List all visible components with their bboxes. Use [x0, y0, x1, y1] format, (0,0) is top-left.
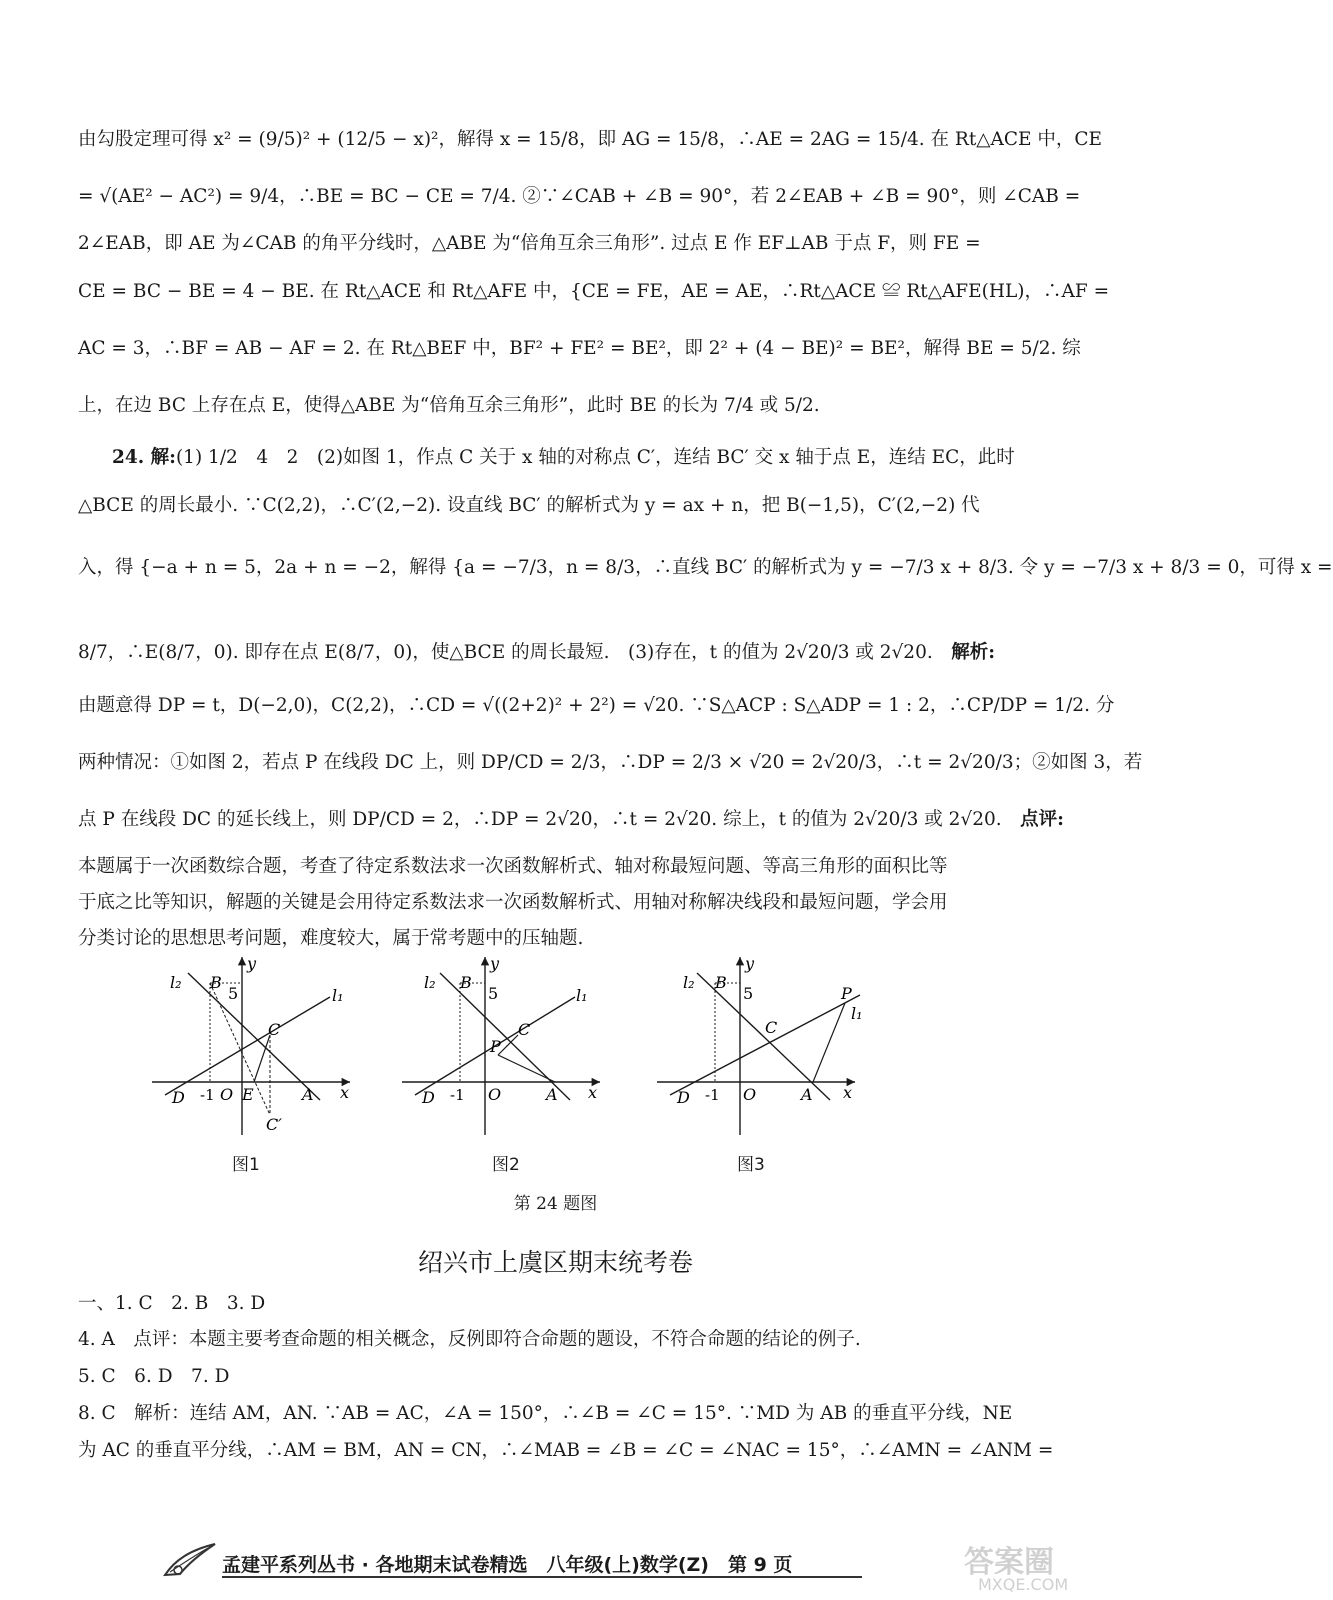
analysis-tag: 解析: [951, 642, 996, 663]
label-y: y [745, 954, 755, 973]
q24-text: (1) 1/2 4 2 (2)如图 1，作点 C 关于 x 轴的对称点 C′，连结 BC′ 交 x 轴于点 E，连结 EC，此时 [175, 447, 1015, 468]
line-l1 [165, 997, 330, 1095]
label-c: C [268, 1020, 281, 1039]
label-x: x [340, 1083, 350, 1102]
watermark [958, 1535, 1098, 1595]
label-neg1: -1 [200, 1086, 215, 1104]
q24-text: 点 P 在线段 DC 的延长线上，则 DP/CD = 2，∴DP = 2√20，∴t = 2√20. 综上，t 的值为 2√20/3 或 2√20. [78, 809, 1002, 830]
figure-group-title: 第 24 题图 [513, 1194, 598, 1214]
label-l2: l₂ [170, 973, 182, 992]
q24-line [78, 641, 996, 665]
segment-ec [254, 1035, 270, 1082]
label-l1: l₁ [576, 986, 588, 1005]
q24-line: 分类讨论的思想思考问题，难度较大，属于常考题中的压轴题. [78, 928, 584, 949]
line-l1 [670, 995, 860, 1095]
comment-tag: 点评: [1020, 809, 1064, 830]
q24-line [112, 446, 1015, 470]
label-a: A [801, 1085, 813, 1104]
label-l1: l₁ [332, 986, 344, 1005]
text-line: CE = BC − BE = 4 − BE. 在 Rt△ACE 和 Rt△AFE 中，{CE = FE，AE = AE，∴Rt△ACE ≌ Rt△AFE(HL)，∴AF = [78, 281, 1110, 302]
figure-caption: 图1 [232, 1155, 260, 1175]
label-x: x [588, 1083, 598, 1102]
label-b: B [715, 973, 727, 992]
label-y: y [490, 954, 500, 973]
feather-logo-icon [160, 1540, 220, 1580]
label-l2: l₂ [683, 973, 695, 992]
label-l1: l₁ [851, 1004, 863, 1023]
watermark-main: 答案圈 [964, 1545, 1054, 1580]
label-c: C [765, 1018, 778, 1037]
label-y: y [247, 954, 257, 973]
label-b: B [460, 973, 472, 992]
figure-2 [400, 955, 610, 1145]
figure-3 [655, 955, 865, 1145]
text-line: AC = 3，∴BF = AB − AF = 2. 在 Rt△BEF 中，BF² + FE² = BE²，即 2² + (4 − BE)² = BE²，解得 BE = 5/2. 综 [78, 338, 1081, 359]
q24-line: △BCE 的周长最小. ∵C(2,2)，∴C′(2,−2). 设直线 BC′ 的解析式为 y = ax + n，把 B(−1,5)，C′(2,−2) 代 [78, 495, 980, 516]
answer-line: 5. C 6. D 7. D [78, 1366, 230, 1387]
figure-caption: 图3 [737, 1155, 765, 1175]
text-line: = √(AE² − AC²) = 9/4，∴BE = BC − CE = 7/4. ②∵∠CAB + ∠B = 90°，若 2∠EAB + ∠B = 90°，则 ∠CAB = [78, 186, 1081, 207]
q24-line [78, 808, 1064, 832]
answer-line: 一、1. C 2. B 3. D [78, 1293, 266, 1314]
label-5: 5 [488, 984, 499, 1003]
label-p: P [490, 1037, 501, 1056]
text-line: 2∠EAB，即 AE 为∠CAB 的角平分线时，△ABE 为“倍角互余三角形”. 过点 E 作 EF⊥AB 于点 F，则 FE = [78, 233, 981, 254]
text-line: 上，在边 BC 上存在点 E，使得△ABE 为“倍角互余三角形”，此时 BE 的长为 7/4 或 5/2. [78, 395, 820, 416]
watermark-url: MXQE.COM [978, 1575, 1069, 1594]
label-b: B [210, 973, 222, 992]
label-a: A [302, 1085, 314, 1104]
label-o: O [220, 1085, 234, 1104]
q24-line: 由题意得 DP = t，D(−2,0)，C(2,2)，∴CD = √((2+2)² + 2²) = √20. ∵S△ACP : S△ADP = 1 : 2，∴CP/DP = 1/2. 分 [78, 695, 1115, 716]
label-c-prime: C′ [266, 1115, 282, 1134]
section-title: 绍兴市上虞区期末统考卷 [417, 1248, 693, 1277]
footer-rule [222, 1576, 862, 1578]
q24-label: 24. 解: [112, 447, 176, 468]
label-neg1: -1 [450, 1086, 465, 1104]
segment-pa [498, 1055, 555, 1082]
segment-bc-prime [210, 983, 270, 1115]
label-o: O [488, 1085, 502, 1104]
q24-line: 于底之比等知识，解题的关键是会用待定系数法求一次函数解析式、用轴对称解决线段和最短问题，学会用 [78, 892, 948, 913]
label-a: A [546, 1085, 558, 1104]
label-c: C [518, 1020, 531, 1039]
label-d: D [677, 1088, 690, 1107]
label-x: x [843, 1083, 853, 1102]
q24-line: 两种情况：①如图 2，若点 P 在线段 DC 上，则 DP/CD = 2/3，∴DP = 2/3 × √20 = 2√20/3，∴t = 2√20/3；②如图 3，若 [78, 752, 1143, 773]
answer-line: 为 AC 的垂直平分线，∴AM = BM，AN = CN，∴∠MAB = ∠B = ∠C = ∠NAC = 15°，∴∠AMN = ∠ANM = [78, 1440, 1054, 1461]
figure-caption: 图2 [492, 1155, 520, 1175]
answer-line: 8. C 解析：连结 AM，AN. ∵AB = AC，∠A = 150°，∴∠B = ∠C = 15°. ∵MD 为 AB 的垂直平分线，NE [78, 1403, 1013, 1424]
label-e: E [242, 1085, 254, 1104]
label-p: P [841, 984, 852, 1003]
segment-pa [813, 1003, 845, 1082]
label-5: 5 [228, 984, 239, 1003]
footer-text: 孟建平系列丛书 · 各地期末试卷精选 八年级(上)数学(Z) 第 9 页 [222, 1554, 793, 1576]
q24-text: 8/7，∴E(8/7，0). 即存在点 E(8/7，0)，使△BCE 的周长最短. (3)存在，t 的值为 2√20/3 或 2√20. [78, 642, 933, 663]
figure-1 [150, 955, 360, 1145]
q24-line: 本题属于一次函数综合题，考查了待定系数法求一次函数解析式、轴对称最短问题、等高三角形的面积比等 [78, 856, 948, 877]
answer-line: 4. A 点评：本题主要考查命题的相关概念，反例即符合命题的题设，不符合命题的结论的例子. [78, 1329, 861, 1350]
line-l2 [697, 973, 830, 1100]
q24-line: 入，得 {−a + n = 5，2a + n = −2，解得 {a = −7/3，n = 8/3，∴直线 BC′ 的解析式为 y = −7/3 x + 8/3. 令 y = −7/3 x + 8/3 = 0，可得 x = [78, 557, 1333, 578]
label-neg1: -1 [705, 1086, 720, 1104]
text-line: 由勾股定理可得 x² = (9/5)² + (12/5 − x)²，解得 x = 15/8，即 AG = 15/8，∴AE = 2AG = 15/4. 在 Rt△ACE 中，CE [78, 129, 1103, 150]
label-d: D [422, 1088, 435, 1107]
label-o: O [743, 1085, 757, 1104]
label-5: 5 [743, 984, 754, 1003]
label-l2: l₂ [424, 973, 436, 992]
label-d: D [172, 1088, 185, 1107]
